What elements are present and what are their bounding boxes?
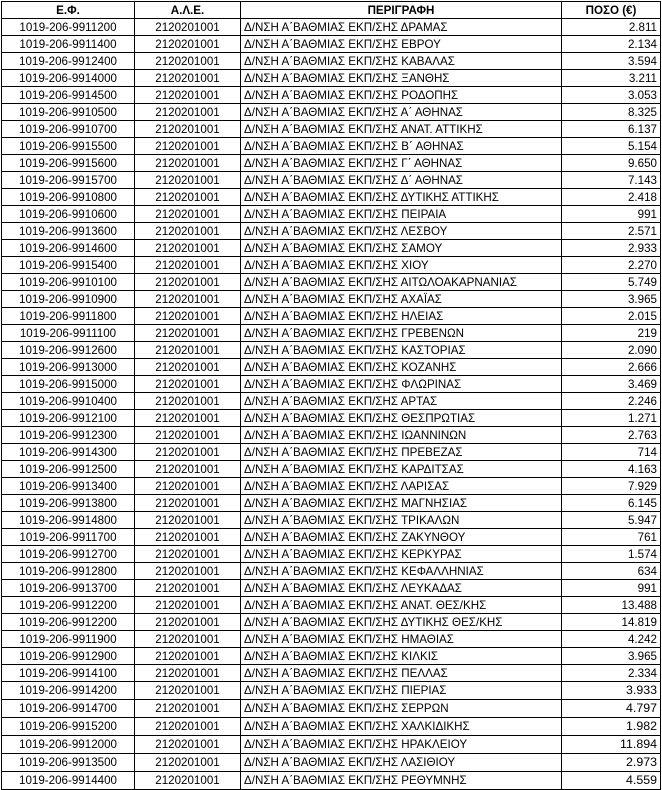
cell-description: Δ/ΝΣΗ Α΄ΒΑΘΜΙΑΣ ΕΚΠ/ΣΗΣ ΘΕΣΠΡΩΤΙΑΣ (241, 410, 562, 427)
cell-description: Δ/ΝΣΗ Α΄ΒΑΘΜΙΑΣ ΕΚΠ/ΣΗΣ ΛΕΥΚΑΔΑΣ (241, 580, 562, 597)
cell-ef: 1019-206-9914400 (2, 772, 135, 790)
cell-amount: 11.894 (562, 736, 661, 754)
cell-amount: 2.090 (562, 342, 661, 359)
cell-ale: 2120201001 (135, 427, 241, 444)
table-row (2, 772, 661, 790)
table-row (2, 614, 661, 631)
table-row (2, 580, 661, 597)
table-row (2, 155, 661, 172)
table-row (2, 597, 661, 614)
cell-ale: 2120201001 (135, 665, 241, 682)
cell-ef: 1019-206-9912000 (2, 736, 135, 754)
cell-description: Δ/ΝΣΗ Α΄ΒΑΘΜΙΑΣ ΕΚΠ/ΣΗΣ ΙΩΑΝΝΙΝΩΝ (241, 427, 562, 444)
cell-ale: 2120201001 (135, 70, 241, 87)
cell-description: Δ/ΝΣΗ Α΄ΒΑΘΜΙΑΣ ΕΚΠ/ΣΗΣ ΚΕΡΚΥΡΑΣ (241, 546, 562, 563)
cell-ef: 1019-206-9912800 (2, 563, 135, 580)
cell-description: Δ/ΝΣΗ Α΄ΒΑΘΜΙΑΣ ΕΚΠ/ΣΗΣ Β΄ ΑΘΗΝΑΣ (241, 138, 562, 155)
cell-description: Δ/ΝΣΗ Α΄ΒΑΘΜΙΑΣ ΕΚΠ/ΣΗΣ ΔΥΤΙΚΗΣ ΑΤΤΙΚΗΣ (241, 189, 562, 206)
cell-description: Δ/ΝΣΗ Α΄ΒΑΘΜΙΑΣ ΕΚΠ/ΣΗΣ ΑΝΑΤ. ΘΕΣ/ΚΗΣ (241, 597, 562, 614)
table-header-row (2, 2, 661, 19)
cell-amount: 3.965 (562, 291, 661, 308)
table-row (2, 512, 661, 529)
cell-ef: 1019-206-9914500 (2, 87, 135, 104)
cell-ale: 2120201001 (135, 410, 241, 427)
table-row (2, 495, 661, 512)
cell-amount: 3.469 (562, 376, 661, 393)
cell-ale: 2120201001 (135, 36, 241, 53)
table-row (2, 444, 661, 461)
cell-ale: 2120201001 (135, 444, 241, 461)
cell-description: Δ/ΝΣΗ Α΄ΒΑΘΜΙΑΣ ΕΚΠ/ΣΗΣ ΑΙΤΩΛΟΑΚΑΡΝΑΝΙΑΣ (241, 274, 562, 291)
cell-description: Δ/ΝΣΗ Α΄ΒΑΘΜΙΑΣ ΕΚΠ/ΣΗΣ ΔΥΤΙΚΗΣ ΘΕΣ/ΚΗΣ (241, 614, 562, 631)
cell-ale: 2120201001 (135, 359, 241, 376)
cell-ale: 2120201001 (135, 631, 241, 648)
cell-amount: 8.325 (562, 104, 661, 121)
cell-ef: 1019-206-9912200 (2, 614, 135, 631)
cell-ef: 1019-206-9910400 (2, 393, 135, 410)
cell-ef: 1019-206-9910600 (2, 206, 135, 223)
cell-ale: 2120201001 (135, 546, 241, 563)
cell-ale: 2120201001 (135, 772, 241, 790)
cell-amount: 1.574 (562, 546, 661, 563)
cell-ef: 1019-206-9913400 (2, 478, 135, 495)
cell-ale: 2120201001 (135, 478, 241, 495)
cell-ale: 2120201001 (135, 376, 241, 393)
cell-ef: 1019-206-9915200 (2, 718, 135, 736)
cell-description: Δ/ΝΣΗ Α΄ΒΑΘΜΙΑΣ ΕΚΠ/ΣΗΣ ΠΕΛΛΑΣ (241, 665, 562, 682)
cell-description: Δ/ΝΣΗ Α΄ΒΑΘΜΙΑΣ ΕΚΠ/ΣΗΣ ΠΙΕΡΙΑΣ (241, 682, 562, 700)
table-body (2, 19, 661, 790)
cell-amount: 7.143 (562, 172, 661, 189)
cell-ef: 1019-206-9911400 (2, 36, 135, 53)
table-row (2, 274, 661, 291)
cell-description: Δ/ΝΣΗ Α΄ΒΑΘΜΙΑΣ ΕΚΠ/ΣΗΣ ΞΑΝΘΗΣ (241, 70, 562, 87)
cell-amount: 761 (562, 529, 661, 546)
cell-ef: 1019-206-9913800 (2, 495, 135, 512)
cell-ale: 2120201001 (135, 342, 241, 359)
table-row (2, 291, 661, 308)
cell-amount: 6.145 (562, 495, 661, 512)
cell-ale: 2120201001 (135, 563, 241, 580)
cell-amount: 5.947 (562, 512, 661, 529)
cell-amount: 2.015 (562, 308, 661, 325)
cell-ale: 2120201001 (135, 206, 241, 223)
table-row (2, 342, 661, 359)
cell-ef: 1019-206-9910100 (2, 274, 135, 291)
cell-amount: 219 (562, 325, 661, 342)
cell-description: Δ/ΝΣΗ Α΄ΒΑΘΜΙΑΣ ΕΚΠ/ΣΗΣ ΔΡΑΜΑΣ (241, 19, 562, 36)
table-row (2, 546, 661, 563)
budget-table (1, 1, 661, 790)
cell-amount: 9.650 (562, 155, 661, 172)
cell-ale: 2120201001 (135, 495, 241, 512)
cell-ef: 1019-206-9912300 (2, 427, 135, 444)
cell-ale: 2120201001 (135, 580, 241, 597)
cell-amount: 5.154 (562, 138, 661, 155)
cell-amount: 3.594 (562, 53, 661, 70)
cell-amount: 2.418 (562, 189, 661, 206)
cell-description: Δ/ΝΣΗ Α΄ΒΑΘΜΙΑΣ ΕΚΠ/ΣΗΣ ΑΡΤΑΣ (241, 393, 562, 410)
cell-description: Δ/ΝΣΗ Α΄ΒΑΘΜΙΑΣ ΕΚΠ/ΣΗΣ ΣΑΜΟΥ (241, 240, 562, 257)
cell-ef: 1019-206-9912400 (2, 53, 135, 70)
cell-amount: 634 (562, 563, 661, 580)
cell-amount: 4.559 (562, 772, 661, 790)
table-row (2, 53, 661, 70)
cell-description: Δ/ΝΣΗ Α΄ΒΑΘΜΙΑΣ ΕΚΠ/ΣΗΣ Γ΄ ΑΘΗΝΑΣ (241, 155, 562, 172)
table-row (2, 359, 661, 376)
cell-description: Δ/ΝΣΗ Α΄ΒΑΘΜΙΑΣ ΕΚΠ/ΣΗΣ ΧΑΛΚΙΔΙΚΗΣ (241, 718, 562, 736)
cell-ale: 2120201001 (135, 104, 241, 121)
cell-description: Δ/ΝΣΗ Α΄ΒΑΘΜΙΑΣ ΕΚΠ/ΣΗΣ ΦΛΩΡΙΝΑΣ (241, 376, 562, 393)
cell-ef: 1019-206-9914100 (2, 665, 135, 682)
cell-description: Δ/ΝΣΗ Α΄ΒΑΘΜΙΑΣ ΕΚΠ/ΣΗΣ ΜΑΓΝΗΣΙΑΣ (241, 495, 562, 512)
table-row (2, 736, 661, 754)
cell-ale: 2120201001 (135, 53, 241, 70)
table-row (2, 189, 661, 206)
cell-ef: 1019-206-9914800 (2, 512, 135, 529)
cell-description: Δ/ΝΣΗ Α΄ΒΑΘΜΙΑΣ ΕΚΠ/ΣΗΣ ΑΝΑΤ. ΑΤΤΙΚΗΣ (241, 121, 562, 138)
cell-ale: 2120201001 (135, 291, 241, 308)
cell-ale: 2120201001 (135, 121, 241, 138)
cell-amount: 2.933 (562, 240, 661, 257)
cell-amount: 714 (562, 444, 661, 461)
cell-ef: 1019-206-9911700 (2, 529, 135, 546)
cell-description: Δ/ΝΣΗ Α΄ΒΑΘΜΙΑΣ ΕΚΠ/ΣΗΣ ΧΙΟΥ (241, 257, 562, 274)
table-row (2, 529, 661, 546)
cell-amount: 2.270 (562, 257, 661, 274)
table-row (2, 121, 661, 138)
cell-ale: 2120201001 (135, 87, 241, 104)
cell-ale: 2120201001 (135, 614, 241, 631)
cell-ef: 1019-206-9915000 (2, 376, 135, 393)
table-row (2, 718, 661, 736)
cell-ale: 2120201001 (135, 512, 241, 529)
cell-description: Δ/ΝΣΗ Α΄ΒΑΘΜΙΑΣ ΕΚΠ/ΣΗΣ ΚΟΖΑΝΗΣ (241, 359, 562, 376)
cell-ef: 1019-206-9913600 (2, 223, 135, 240)
table-row (2, 461, 661, 478)
cell-ale: 2120201001 (135, 754, 241, 772)
cell-ef: 1019-206-9913700 (2, 580, 135, 597)
cell-description: Δ/ΝΣΗ Α΄ΒΑΘΜΙΑΣ ΕΚΠ/ΣΗΣ ΚΑΡΔΙΤΣΑΣ (241, 461, 562, 478)
cell-description: Δ/ΝΣΗ Α΄ΒΑΘΜΙΑΣ ΕΚΠ/ΣΗΣ ΛΑΣΙΘΙΟΥ (241, 754, 562, 772)
table-row (2, 376, 661, 393)
cell-amount: 13.488 (562, 597, 661, 614)
table-row (2, 206, 661, 223)
cell-amount: 3.965 (562, 648, 661, 665)
table-row (2, 104, 661, 121)
table-row (2, 631, 661, 648)
cell-ale: 2120201001 (135, 155, 241, 172)
cell-amount: 2.973 (562, 754, 661, 772)
cell-amount: 4.242 (562, 631, 661, 648)
table-row (2, 240, 661, 257)
table-row (2, 87, 661, 104)
cell-ale: 2120201001 (135, 189, 241, 206)
table-row (2, 410, 661, 427)
cell-ale: 2120201001 (135, 172, 241, 189)
cell-description: Δ/ΝΣΗ Α΄ΒΑΘΜΙΑΣ ΕΚΠ/ΣΗΣ ΛΕΣΒΟΥ (241, 223, 562, 240)
cell-ale: 2120201001 (135, 257, 241, 274)
cell-ef: 1019-206-9910700 (2, 121, 135, 138)
cell-description: Δ/ΝΣΗ Α΄ΒΑΘΜΙΑΣ ΕΚΠ/ΣΗΣ ΛΑΡΙΣΑΣ (241, 478, 562, 495)
cell-ale: 2120201001 (135, 648, 241, 665)
cell-ef: 1019-206-9914300 (2, 444, 135, 461)
cell-ale: 2120201001 (135, 700, 241, 718)
cell-description: Δ/ΝΣΗ Α΄ΒΑΘΜΙΑΣ ΕΚΠ/ΣΗΣ ΡΕΘΥΜΝΗΣ (241, 772, 562, 790)
cell-amount: 7.929 (562, 478, 661, 495)
cell-ef: 1019-206-9915700 (2, 172, 135, 189)
cell-ef: 1019-206-9914600 (2, 240, 135, 257)
cell-ef: 1019-206-9912900 (2, 648, 135, 665)
cell-ef: 1019-206-9912100 (2, 410, 135, 427)
cell-amount: 14.819 (562, 614, 661, 631)
table-row (2, 682, 661, 700)
cell-ale: 2120201001 (135, 529, 241, 546)
cell-amount: 2.571 (562, 223, 661, 240)
table-row (2, 393, 661, 410)
table-row (2, 19, 661, 36)
cell-ef: 1019-206-9912700 (2, 546, 135, 563)
header-ale: Α.Λ.Ε. (135, 2, 241, 19)
cell-description: Δ/ΝΣΗ Α΄ΒΑΘΜΙΑΣ ΕΚΠ/ΣΗΣ ΚΑΣΤΟΡΙΑΣ (241, 342, 562, 359)
cell-ef: 1019-206-9914700 (2, 700, 135, 718)
cell-description: Δ/ΝΣΗ Α΄ΒΑΘΜΙΑΣ ΕΚΠ/ΣΗΣ ΚΙΛΚΙΣ (241, 648, 562, 665)
cell-ef: 1019-206-9912600 (2, 342, 135, 359)
header-ef: Ε.Φ. (2, 2, 135, 19)
cell-ef: 1019-206-9912200 (2, 597, 135, 614)
cell-ef: 1019-206-9911900 (2, 631, 135, 648)
cell-description: Δ/ΝΣΗ Α΄ΒΑΘΜΙΑΣ ΕΚΠ/ΣΗΣ ΚΕΦΑΛΛΗΝΙΑΣ (241, 563, 562, 580)
cell-amount: 2.666 (562, 359, 661, 376)
table-row (2, 665, 661, 682)
cell-description: Δ/ΝΣΗ Α΄ΒΑΘΜΙΑΣ ΕΚΠ/ΣΗΣ ΡΟΔΟΠΗΣ (241, 87, 562, 104)
cell-description: Δ/ΝΣΗ Α΄ΒΑΘΜΙΑΣ ΕΚΠ/ΣΗΣ ΗΜΑΘΙΑΣ (241, 631, 562, 648)
cell-amount: 3.211 (562, 70, 661, 87)
cell-ef: 1019-206-9910500 (2, 104, 135, 121)
cell-amount: 2.246 (562, 393, 661, 410)
table-row (2, 308, 661, 325)
cell-description: Δ/ΝΣΗ Α΄ΒΑΘΜΙΑΣ ΕΚΠ/ΣΗΣ ΖΑΚΥΝΘΟΥ (241, 529, 562, 546)
cell-amount: 2.811 (562, 19, 661, 36)
cell-amount: 3.053 (562, 87, 661, 104)
cell-ale: 2120201001 (135, 19, 241, 36)
table-row (2, 648, 661, 665)
table-row (2, 172, 661, 189)
cell-ef: 1019-206-9914000 (2, 70, 135, 87)
cell-ale: 2120201001 (135, 138, 241, 155)
cell-ale: 2120201001 (135, 308, 241, 325)
cell-description: Δ/ΝΣΗ Α΄ΒΑΘΜΙΑΣ ΕΚΠ/ΣΗΣ ΕΒΡΟΥ (241, 36, 562, 53)
cell-description: Δ/ΝΣΗ Α΄ΒΑΘΜΙΑΣ ΕΚΠ/ΣΗΣ ΗΛΕΙΑΣ (241, 308, 562, 325)
cell-description: Δ/ΝΣΗ Α΄ΒΑΘΜΙΑΣ ΕΚΠ/ΣΗΣ ΤΡΙΚΑΛΩΝ (241, 512, 562, 529)
cell-description: Δ/ΝΣΗ Α΄ΒΑΘΜΙΑΣ ΕΚΠ/ΣΗΣ ΣΕΡΡΩΝ (241, 700, 562, 718)
cell-amount: 2.134 (562, 36, 661, 53)
cell-description: Δ/ΝΣΗ Α΄ΒΑΘΜΙΑΣ ΕΚΠ/ΣΗΣ Δ΄ ΑΘΗΝΑΣ (241, 172, 562, 189)
table-row (2, 70, 661, 87)
cell-ale: 2120201001 (135, 223, 241, 240)
cell-amount: 4.163 (562, 461, 661, 478)
cell-ale: 2120201001 (135, 736, 241, 754)
table-row (2, 700, 661, 718)
table-row (2, 223, 661, 240)
cell-ef: 1019-206-9910900 (2, 291, 135, 308)
cell-ef: 1019-206-9911200 (2, 19, 135, 36)
table-row (2, 478, 661, 495)
cell-amount: 4.797 (562, 700, 661, 718)
cell-amount: 1.271 (562, 410, 661, 427)
cell-ale: 2120201001 (135, 393, 241, 410)
cell-ale: 2120201001 (135, 240, 241, 257)
table-row (2, 36, 661, 53)
cell-ef: 1019-206-9913000 (2, 359, 135, 376)
cell-ef: 1019-206-9912500 (2, 461, 135, 478)
cell-description: Δ/ΝΣΗ Α΄ΒΑΘΜΙΑΣ ΕΚΠ/ΣΗΣ ΑΧΑΪΑΣ (241, 291, 562, 308)
cell-ale: 2120201001 (135, 325, 241, 342)
cell-ale: 2120201001 (135, 682, 241, 700)
cell-amount: 2.334 (562, 665, 661, 682)
cell-description: Δ/ΝΣΗ Α΄ΒΑΘΜΙΑΣ ΕΚΠ/ΣΗΣ ΠΕΙΡΑΙΑ (241, 206, 562, 223)
cell-ef: 1019-206-9914200 (2, 682, 135, 700)
header-amount: ΠΟΣΟ (€) (562, 2, 661, 19)
cell-ef: 1019-206-9910800 (2, 189, 135, 206)
cell-ef: 1019-206-9915400 (2, 257, 135, 274)
cell-description: Δ/ΝΣΗ Α΄ΒΑΘΜΙΑΣ ΕΚΠ/ΣΗΣ Α΄ ΑΘΗΝΑΣ (241, 104, 562, 121)
cell-ale: 2120201001 (135, 274, 241, 291)
cell-ale: 2120201001 (135, 718, 241, 736)
cell-amount: 1.982 (562, 718, 661, 736)
table-row (2, 427, 661, 444)
cell-amount: 3.933 (562, 682, 661, 700)
table-row (2, 257, 661, 274)
cell-description: Δ/ΝΣΗ Α΄ΒΑΘΜΙΑΣ ΕΚΠ/ΣΗΣ ΚΑΒΑΛΑΣ (241, 53, 562, 70)
cell-amount: 5.749 (562, 274, 661, 291)
cell-description: Δ/ΝΣΗ Α΄ΒΑΘΜΙΑΣ ΕΚΠ/ΣΗΣ ΗΡΑΚΛΕΙΟΥ (241, 736, 562, 754)
cell-ef: 1019-206-9913500 (2, 754, 135, 772)
cell-ef: 1019-206-9911100 (2, 325, 135, 342)
cell-amount: 2.763 (562, 427, 661, 444)
cell-ef: 1019-206-9911800 (2, 308, 135, 325)
cell-amount: 991 (562, 580, 661, 597)
table-row (2, 325, 661, 342)
header-description: ΠΕΡΙΓΡΑΦΗ (241, 2, 562, 19)
cell-description: Δ/ΝΣΗ Α΄ΒΑΘΜΙΑΣ ΕΚΠ/ΣΗΣ ΠΡΕΒΕΖΑΣ (241, 444, 562, 461)
cell-amount: 991 (562, 206, 661, 223)
cell-ale: 2120201001 (135, 461, 241, 478)
table-row (2, 754, 661, 772)
cell-ef: 1019-206-9915600 (2, 155, 135, 172)
table-row (2, 138, 661, 155)
cell-amount: 6.137 (562, 121, 661, 138)
cell-ef: 1019-206-9915500 (2, 138, 135, 155)
table-row (2, 563, 661, 580)
cell-ale: 2120201001 (135, 597, 241, 614)
cell-description: Δ/ΝΣΗ Α΄ΒΑΘΜΙΑΣ ΕΚΠ/ΣΗΣ ΓΡΕΒΕΝΩΝ (241, 325, 562, 342)
